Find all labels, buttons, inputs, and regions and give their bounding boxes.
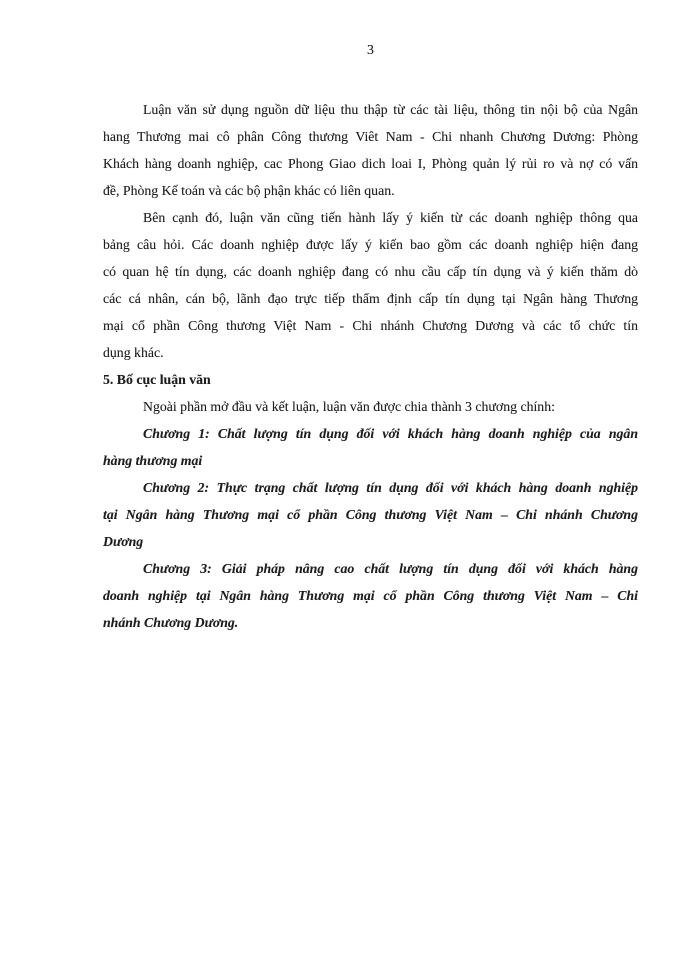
chapter-2-summary <box>103 474 638 555</box>
text-line: Khách hàng doanh nghiệp, cac Phong Giao dich loai I, Phòng quản lý rủi ro và nợ có vấn <box>103 156 638 171</box>
text-line: Dương <box>103 534 144 549</box>
paragraph-data-sources <box>103 96 638 204</box>
text-line: Bên cạnh đó, luận văn cũng tiến hành lấy ý kiến từ các doanh nghiệp thông qua <box>143 210 638 225</box>
text-line: Chương 3: Giải pháp nâng cao chất lượng tín dụng đối với khách hàng <box>143 561 638 576</box>
chapter-3-summary <box>103 555 638 636</box>
text-line: đề, Phòng Kế toán và các bộ phận khác có liên quan. <box>103 183 395 198</box>
text-line: 5. Bố cục luận văn <box>103 372 211 387</box>
page-number: 3 <box>367 42 374 57</box>
text-line: bảng câu hỏi. Các doanh nghiệp được lấy ý kiến bao gồm các doanh nghiệp hiện đang <box>103 237 638 252</box>
paragraph-survey-opinions <box>103 204 638 366</box>
text-line: dụng khác. <box>103 345 164 360</box>
text-line: có quan hệ tín dụng, các doanh nghiệp đang có nhu cầu cấp tín dụng và ý kiến thăm dò <box>103 264 638 279</box>
text-line: Chương 1: Chất lượng tín dụng đối với khách hàng doanh nghiệp của ngân <box>143 426 638 441</box>
text-line: mại cổ phần Công thương Việt Nam - Chi nhánh Chương Dương và các tổ chức tín <box>103 318 638 333</box>
text-line: hang Thương mai cô phân Công thương Viêt Nam - Chi nhanh Chương Dương: Phòng <box>103 129 638 144</box>
section-heading-thesis-structure <box>103 366 638 393</box>
paragraph-structure-intro <box>103 393 638 420</box>
text-line: Ngoài phần mở đầu và kết luận, luận văn được chia thành 3 chương chính: <box>143 399 555 414</box>
text-line: tại Ngân hàng Thương mại cổ phần Công thương Việt Nam – Chi nhánh Chương <box>103 507 638 522</box>
text-line: Luận văn sử dụng nguồn dữ liệu thu thập từ các tài liệu, thông tin nội bộ của Ngân <box>143 102 638 117</box>
page-content <box>103 96 638 636</box>
text-line: các cá nhân, cán bộ, lãnh đạo trực tiếp thẩm định cấp tín dụng tại Ngân hàng Thương <box>103 291 638 306</box>
text-line: nhánh Chương Dương. <box>103 615 239 630</box>
text-line: Chương 2: Thực trạng chất lượng tín dụng đối với khách hàng doanh nghiệp <box>143 480 638 495</box>
text-line: hàng thương mại <box>103 453 203 468</box>
chapter-1-summary <box>103 420 638 474</box>
text-line: doanh nghiệp tại Ngân hàng Thương mại cổ phần Công thương Việt Nam – Chi <box>103 588 638 603</box>
